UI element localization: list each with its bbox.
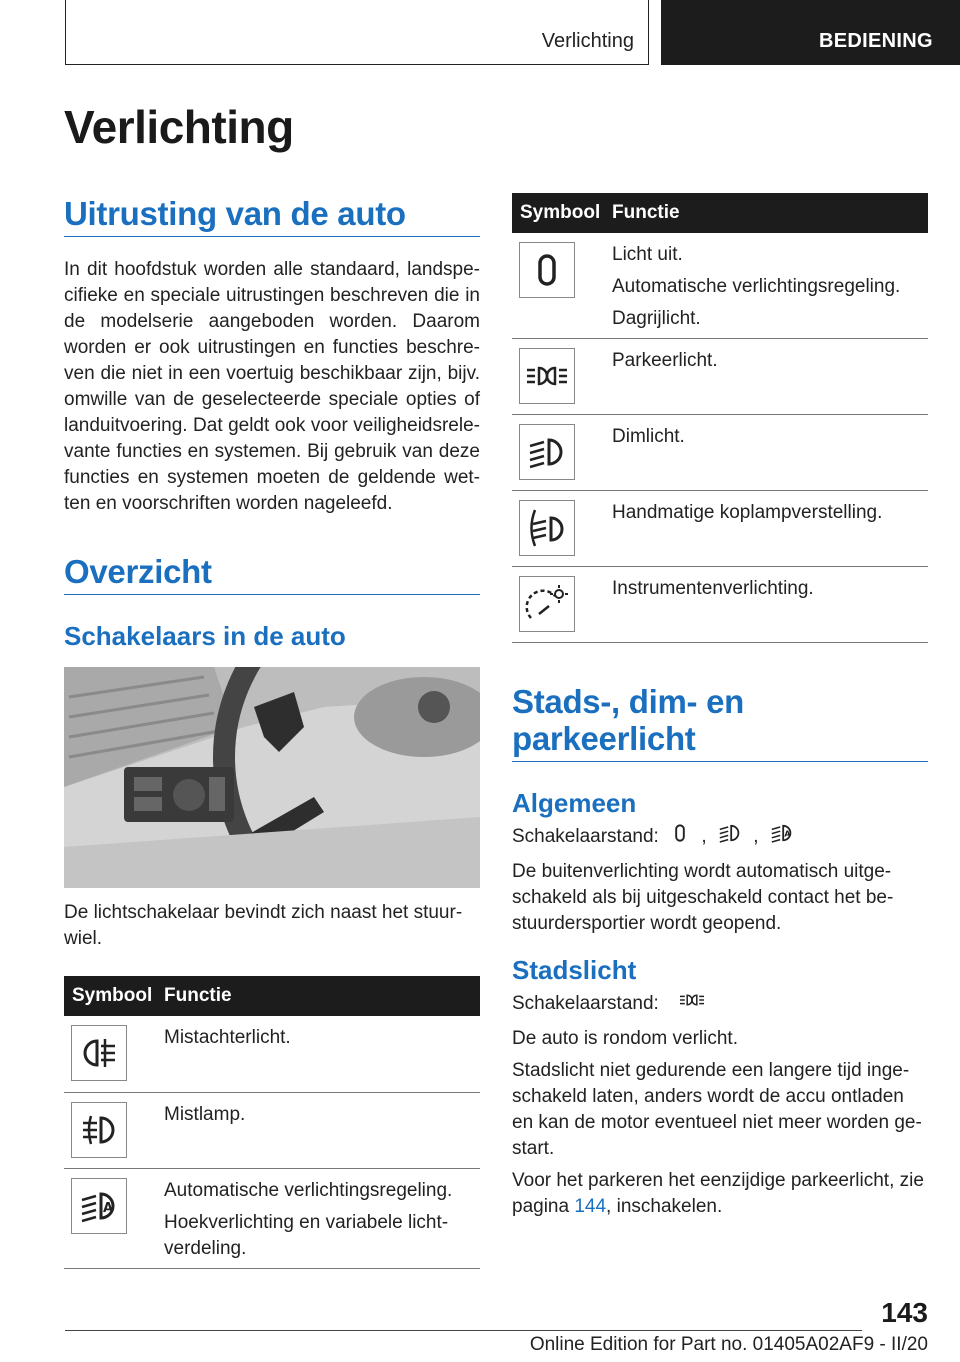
separator: , xyxy=(701,826,707,848)
photo-caption: De lichtschakelaar bevindt zich naast het stuur-wiel. xyxy=(64,902,463,949)
table-row xyxy=(64,1092,480,1168)
row-text: Mistachterlicht. xyxy=(164,1027,291,1048)
intro-paragraph: In dit hoofdstuk worden alle standaard, landspe-cifieke en speciale uitrustingen beschreven die in de modelserie aangeboden worden. Daarom worden er ook uitrustingen en functies beschre-ven die niet in een voertuig beschikbaar zijn, bijv. omwille van de geselecteerde speciale opties of landuitvoering. Dat geldt ook voor veiligheidsrele-vante functies en systemen. Bij gebruik van deze functies en systemen moeten de geldende wet-ten en voorschriften worden nageleefd. xyxy=(64,259,480,514)
section-lights xyxy=(512,683,928,762)
table-row xyxy=(64,1016,480,1092)
table-header-symbol: Symbool xyxy=(64,976,164,1016)
table-row xyxy=(512,339,928,415)
dashboard-illustration xyxy=(64,667,480,888)
row-text: Instrumentenverlichting. xyxy=(612,578,814,599)
table-header-function: Functie xyxy=(612,193,928,233)
low-beam-icon xyxy=(519,424,575,480)
svg-text:A: A xyxy=(103,1200,114,1216)
city-text-3 xyxy=(512,1168,928,1220)
table-row xyxy=(64,1168,480,1268)
table-header-function: Functie xyxy=(164,976,480,1016)
general-text: De buitenverlichting wordt automatisch uitge-schakeld als bij uitgeschakeld contact het be-stuurdersportier wordt geopend. xyxy=(512,861,894,934)
header-chapter-box xyxy=(661,0,960,65)
row-text: Dimlicht. xyxy=(612,426,685,447)
section-title-overview: Overzicht xyxy=(64,553,212,590)
switch-position-label: Schakelaarstand: xyxy=(512,826,659,848)
header-chapter-label: BEDIENING xyxy=(819,30,933,52)
switch-position-line xyxy=(512,821,928,853)
section-overview xyxy=(64,553,480,595)
separator: , xyxy=(753,826,759,848)
section-equipment xyxy=(64,195,480,237)
symbol-table-left xyxy=(64,976,480,1269)
switch-position-label: Schakelaarstand: xyxy=(512,993,659,1015)
svg-text:A: A xyxy=(784,829,791,839)
rear-fog-light-icon xyxy=(71,1025,127,1081)
city-text-3-start: Voor het parkeren het eenzijdige parkeerlicht, zie pagina xyxy=(512,1170,924,1217)
row-text: Dagrijlicht. xyxy=(612,308,701,329)
headlight-range-icon xyxy=(519,500,575,556)
switch-position-line xyxy=(512,988,928,1020)
city-text-2: Stadslicht niet gedurende een langere tijd inge-schakeld laten, anders wordt de accu ontladen en kan de motor eventueel niet meer worden ge-start. xyxy=(512,1060,922,1159)
subsection-title-city-light: Stadslicht xyxy=(512,955,637,985)
table-header-symbol: Symbool xyxy=(512,193,612,233)
parking-light-icon xyxy=(519,348,575,404)
light-switch-photo xyxy=(64,667,480,888)
subsection-title-general: Algemeen xyxy=(512,788,637,818)
light-off-icon xyxy=(519,242,575,298)
row-text: Automatische verlichtingsregeling. xyxy=(612,276,901,297)
instrument-lighting-icon xyxy=(519,576,575,632)
subsection-city-light xyxy=(512,955,928,1220)
footer-edition: Online Edition for Part no. 01405A02AF9 - II/20 xyxy=(529,1334,928,1355)
low-beam-icon xyxy=(716,821,744,853)
row-text: Licht uit. xyxy=(612,244,683,265)
table-row xyxy=(512,567,928,643)
auto-light-icon xyxy=(71,1178,127,1234)
page-title: Verlichting xyxy=(64,101,294,153)
header-section-label: Verlichting xyxy=(541,30,634,52)
footer-divider xyxy=(65,1330,862,1331)
row-text: Handmatige koplampverstelling. xyxy=(612,502,883,523)
parking-light-icon xyxy=(668,988,716,1020)
table-row xyxy=(512,233,928,339)
left-column xyxy=(64,195,480,1269)
subsection-title-switches: Schakelaars in de auto xyxy=(64,621,346,651)
symbol-table-right xyxy=(512,193,928,643)
header-section-box xyxy=(65,0,649,65)
section-title-equipment: Uitrusting van de auto xyxy=(64,195,406,232)
table-row xyxy=(512,415,928,491)
fog-lamp-icon xyxy=(71,1102,127,1158)
section-title-lights: Stads-, dim- en parkeerlicht xyxy=(512,683,745,757)
page-link-144[interactable]: 144 xyxy=(574,1196,607,1217)
row-text: Mistlamp. xyxy=(164,1103,246,1125)
city-text-3-end: , inschakelen. xyxy=(606,1196,723,1217)
light-off-icon xyxy=(668,821,692,853)
city-text-1: De auto is rondom verlicht. xyxy=(512,1028,738,1049)
row-text: Parkeerlicht. xyxy=(612,350,718,371)
row-text: Automatische verlichtingsregeling. xyxy=(164,1179,453,1201)
auto-light-icon xyxy=(768,821,796,853)
table-row xyxy=(512,491,928,567)
right-column xyxy=(512,193,928,1220)
subsection-general xyxy=(512,788,928,937)
row-text: Hoekverlichting en variabele licht-verdeling. xyxy=(164,1211,449,1259)
page-number: 143 xyxy=(881,1297,928,1328)
